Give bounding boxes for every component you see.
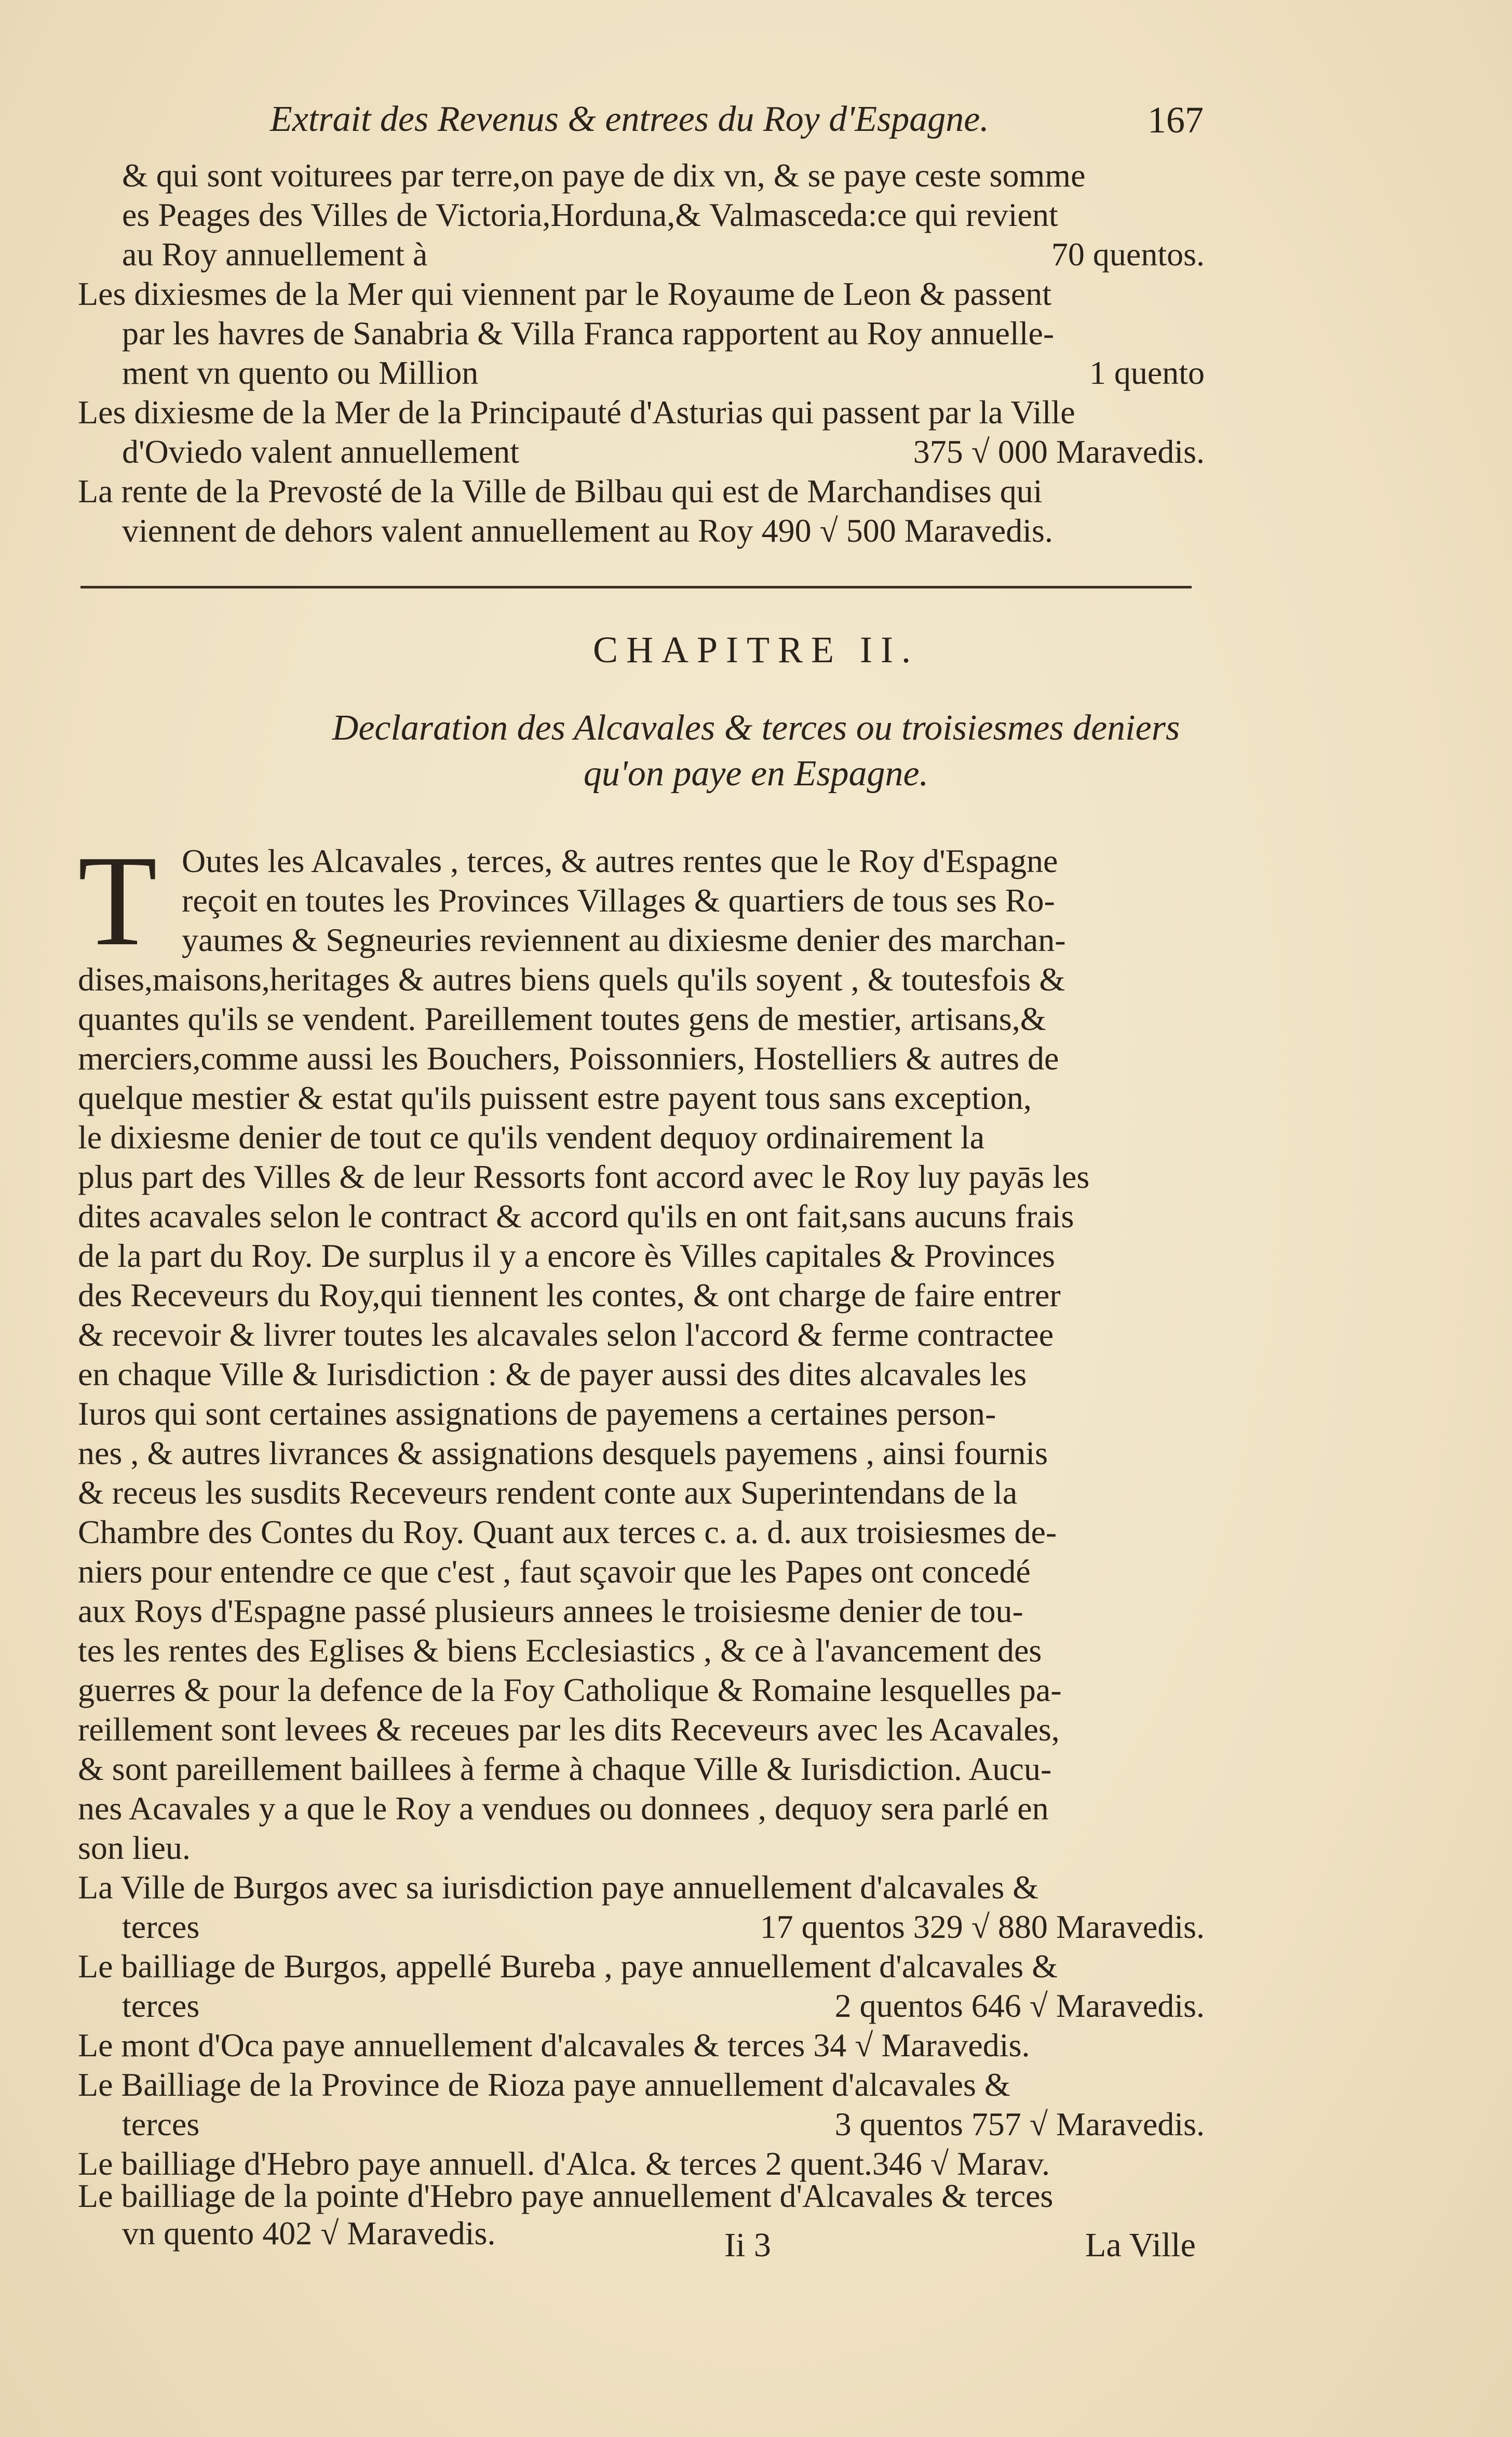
text-line <box>122 432 1205 472</box>
text-line: viennent de dehors valent annuellement au Roy 490 √ 500 Maravedis. <box>122 512 1053 549</box>
chapter-subtitle: Declaration des Alcavales & terces ou troisiesmes deniers <box>332 708 1180 748</box>
entry-amount: 70 quentos. <box>1051 236 1205 273</box>
text-line: & qui sont voiturees par terre,on paye de dix vn, & se paye ceste somme <box>122 157 1086 194</box>
text-line: quantes qu'ils se vendent. Pareillement toutes gens de mestier, artisans,& <box>78 1000 1046 1037</box>
text-line: Le bailliage de la pointe d'Hebro paye annuellement d'Alcavales & terces <box>78 2177 1054 2214</box>
text-line: par les havres de Sanabria & Villa Franca rapportent au Roy annuelle- <box>122 315 1055 352</box>
text-line: Chambre des Contes du Roy. Quant aux terces c. a. d. aux troisiesmes de- <box>78 1514 1057 1550</box>
text-line: Le Bailliage de la Province de Rioza paye annuellement d'alcavales & <box>78 2066 1010 2103</box>
text-line: & recevoir & livrer toutes les alcavales selon l'accord & ferme contractee <box>78 1316 1054 1353</box>
drop-cap: T <box>78 829 157 973</box>
text-line: & receus les susdits Receveurs rendent conte aux Superintendans de la <box>78 1474 1018 1511</box>
text-line: es Peages des Villes de Victoria,Hordunа,& Valmasceda:ce qui revient <box>122 196 1058 233</box>
text-line: aux Roys d'Espagne passé plusieurs annees le troisiesme denier de tou- <box>78 1592 1023 1629</box>
entry-label: au Roy annuellement à <box>122 236 428 273</box>
text-line: nes , & autres livrances & assignations desquels payemens , ainsi fournis <box>78 1435 1048 1471</box>
entry-label: terces <box>122 2106 200 2143</box>
chapter-subtitle: qu'on paye en Espagne. <box>583 754 929 794</box>
text-line: Le bailliage d'Hebro paye annuell. d'Alca. & terces 2 quent.346 √ Marav. <box>78 2145 1050 2182</box>
text-line: La rente de la Prevosté de la Ville de Bilbau qui est de Marchandises qui <box>78 473 1043 510</box>
text-line: dises,maisons,heritages & autres biens quels qu'ils soyent , & toutesfois & <box>78 961 1065 998</box>
text-line: merciers,comme aussi les Bouchers, Poissonniers, Hostelliers & autres de <box>78 1040 1059 1077</box>
text-line <box>122 235 1205 274</box>
text-line: reçoit en toutes les Provinces Villages & quartiers de tous ses Ro- <box>182 882 1055 919</box>
entry-label: d'Oviedo valent annuellement <box>122 433 520 470</box>
text-line: plus part des Villes & de leur Ressorts font accord avec le Roy luy payās les <box>78 1158 1090 1195</box>
entry-amount: 1 quento <box>1089 354 1205 391</box>
entry-amount: 3 quentos 757 √ Maravedis. <box>834 2106 1205 2143</box>
text-line: Iuros qui sont certaines assignations de payemens a certaines person- <box>78 1395 996 1432</box>
text-line: vn quento 402 √ Maravedis. <box>122 2215 496 2252</box>
text-line: Les dixiesmes de la Mer qui viennent par le Royaume de Leon & passent <box>78 275 1052 312</box>
text-line <box>122 353 1205 393</box>
page-number: 167 <box>1148 99 1204 141</box>
chapter-heading: CHAPITRE II. <box>593 629 919 671</box>
entry-amount: 375 √ 000 Maravedis. <box>913 433 1205 470</box>
text-line: en chaque Ville & Iurisdiction : & de payer aussi des dites alcavales les <box>78 1356 1027 1392</box>
text-line: Le bailliage de Burgos, appellé Bureba , paye annuellement d'alcavales & <box>78 1948 1058 1985</box>
text-line: quelque mestier & estat qu'ils puissent estre payent tous sans exception, <box>78 1079 1032 1116</box>
text-line: des Receveurs du Roy,qui tiennent les contes, & ont charge de faire entrer <box>78 1277 1061 1314</box>
text-line: Le mont d'Oca paye annuellement d'alcavales & terces 34 √ Maravedis. <box>78 2027 1030 2064</box>
text-line <box>122 1986 1205 2026</box>
text-line <box>122 2105 1205 2144</box>
text-line: son lieu. <box>78 1829 191 1866</box>
running-title: Extrait des Revenus & entrees du Roy d'Espagne. <box>270 99 989 139</box>
text-line: yaumes & Segneuries reviennent au dixiesme denier des marchan- <box>182 921 1066 958</box>
entry-label: terces <box>122 1908 200 1945</box>
text-line <box>122 1907 1205 1947</box>
text-line: tes les rentes des Eglises & biens Ecclesiastics , & ce à l'avancement des <box>78 1632 1042 1669</box>
text-line: Les dixiesme de la Mer de la Principauté d'Asturias qui passent par la Ville <box>78 394 1075 431</box>
signature-mark: Ii 3 <box>724 2226 771 2264</box>
text-line: La Ville de Burgos avec sa iurisdiction paye annuellement d'alcavales & <box>78 1869 1039 1906</box>
text-line: nes Acavales y a que le Roy a vendues ou donnees , dequoy sera parlé en <box>78 1790 1049 1827</box>
entry-label: terces <box>122 1987 200 2024</box>
text-line: le dixiesme denier de tout ce qu'ils vendent dequoy ordinairement la <box>78 1119 985 1156</box>
text-line: niers pour entendre ce que c'est , faut sçavoir que les Papes ont concedé <box>78 1553 1031 1590</box>
text-line: reillement sont levees & receues par les dits Receveurs avec les Acavales, <box>78 1711 1060 1748</box>
entry-amount: 17 quentos 329 √ 880 Maravedis. <box>760 1908 1205 1945</box>
entry-label: ment vn quento ou Million <box>122 354 479 391</box>
entry-amount: 2 quentos 646 √ Maravedis. <box>834 1987 1205 2024</box>
text-line: dites acavales selon le contract & accord qu'ils en ont fait,sans aucuns frais <box>78 1198 1074 1235</box>
catchword: La Ville <box>1085 2226 1196 2264</box>
text-line: Outes les Alcavales , terces, & autres rentes que le Roy d'Espagne <box>182 842 1058 879</box>
text-line: & sont pareillement baillees à ferme à chaque Ville & Iurisdiction. Aucu- <box>78 1750 1052 1787</box>
text-line: guerres & pour la defence de la Foy Catholique & Romaine lesquelles pa- <box>78 1671 1062 1708</box>
text-line: de la part du Roy. De surplus il y a encore ès Villes capitales & Provinces <box>78 1237 1055 1274</box>
section-divider <box>80 586 1192 588</box>
